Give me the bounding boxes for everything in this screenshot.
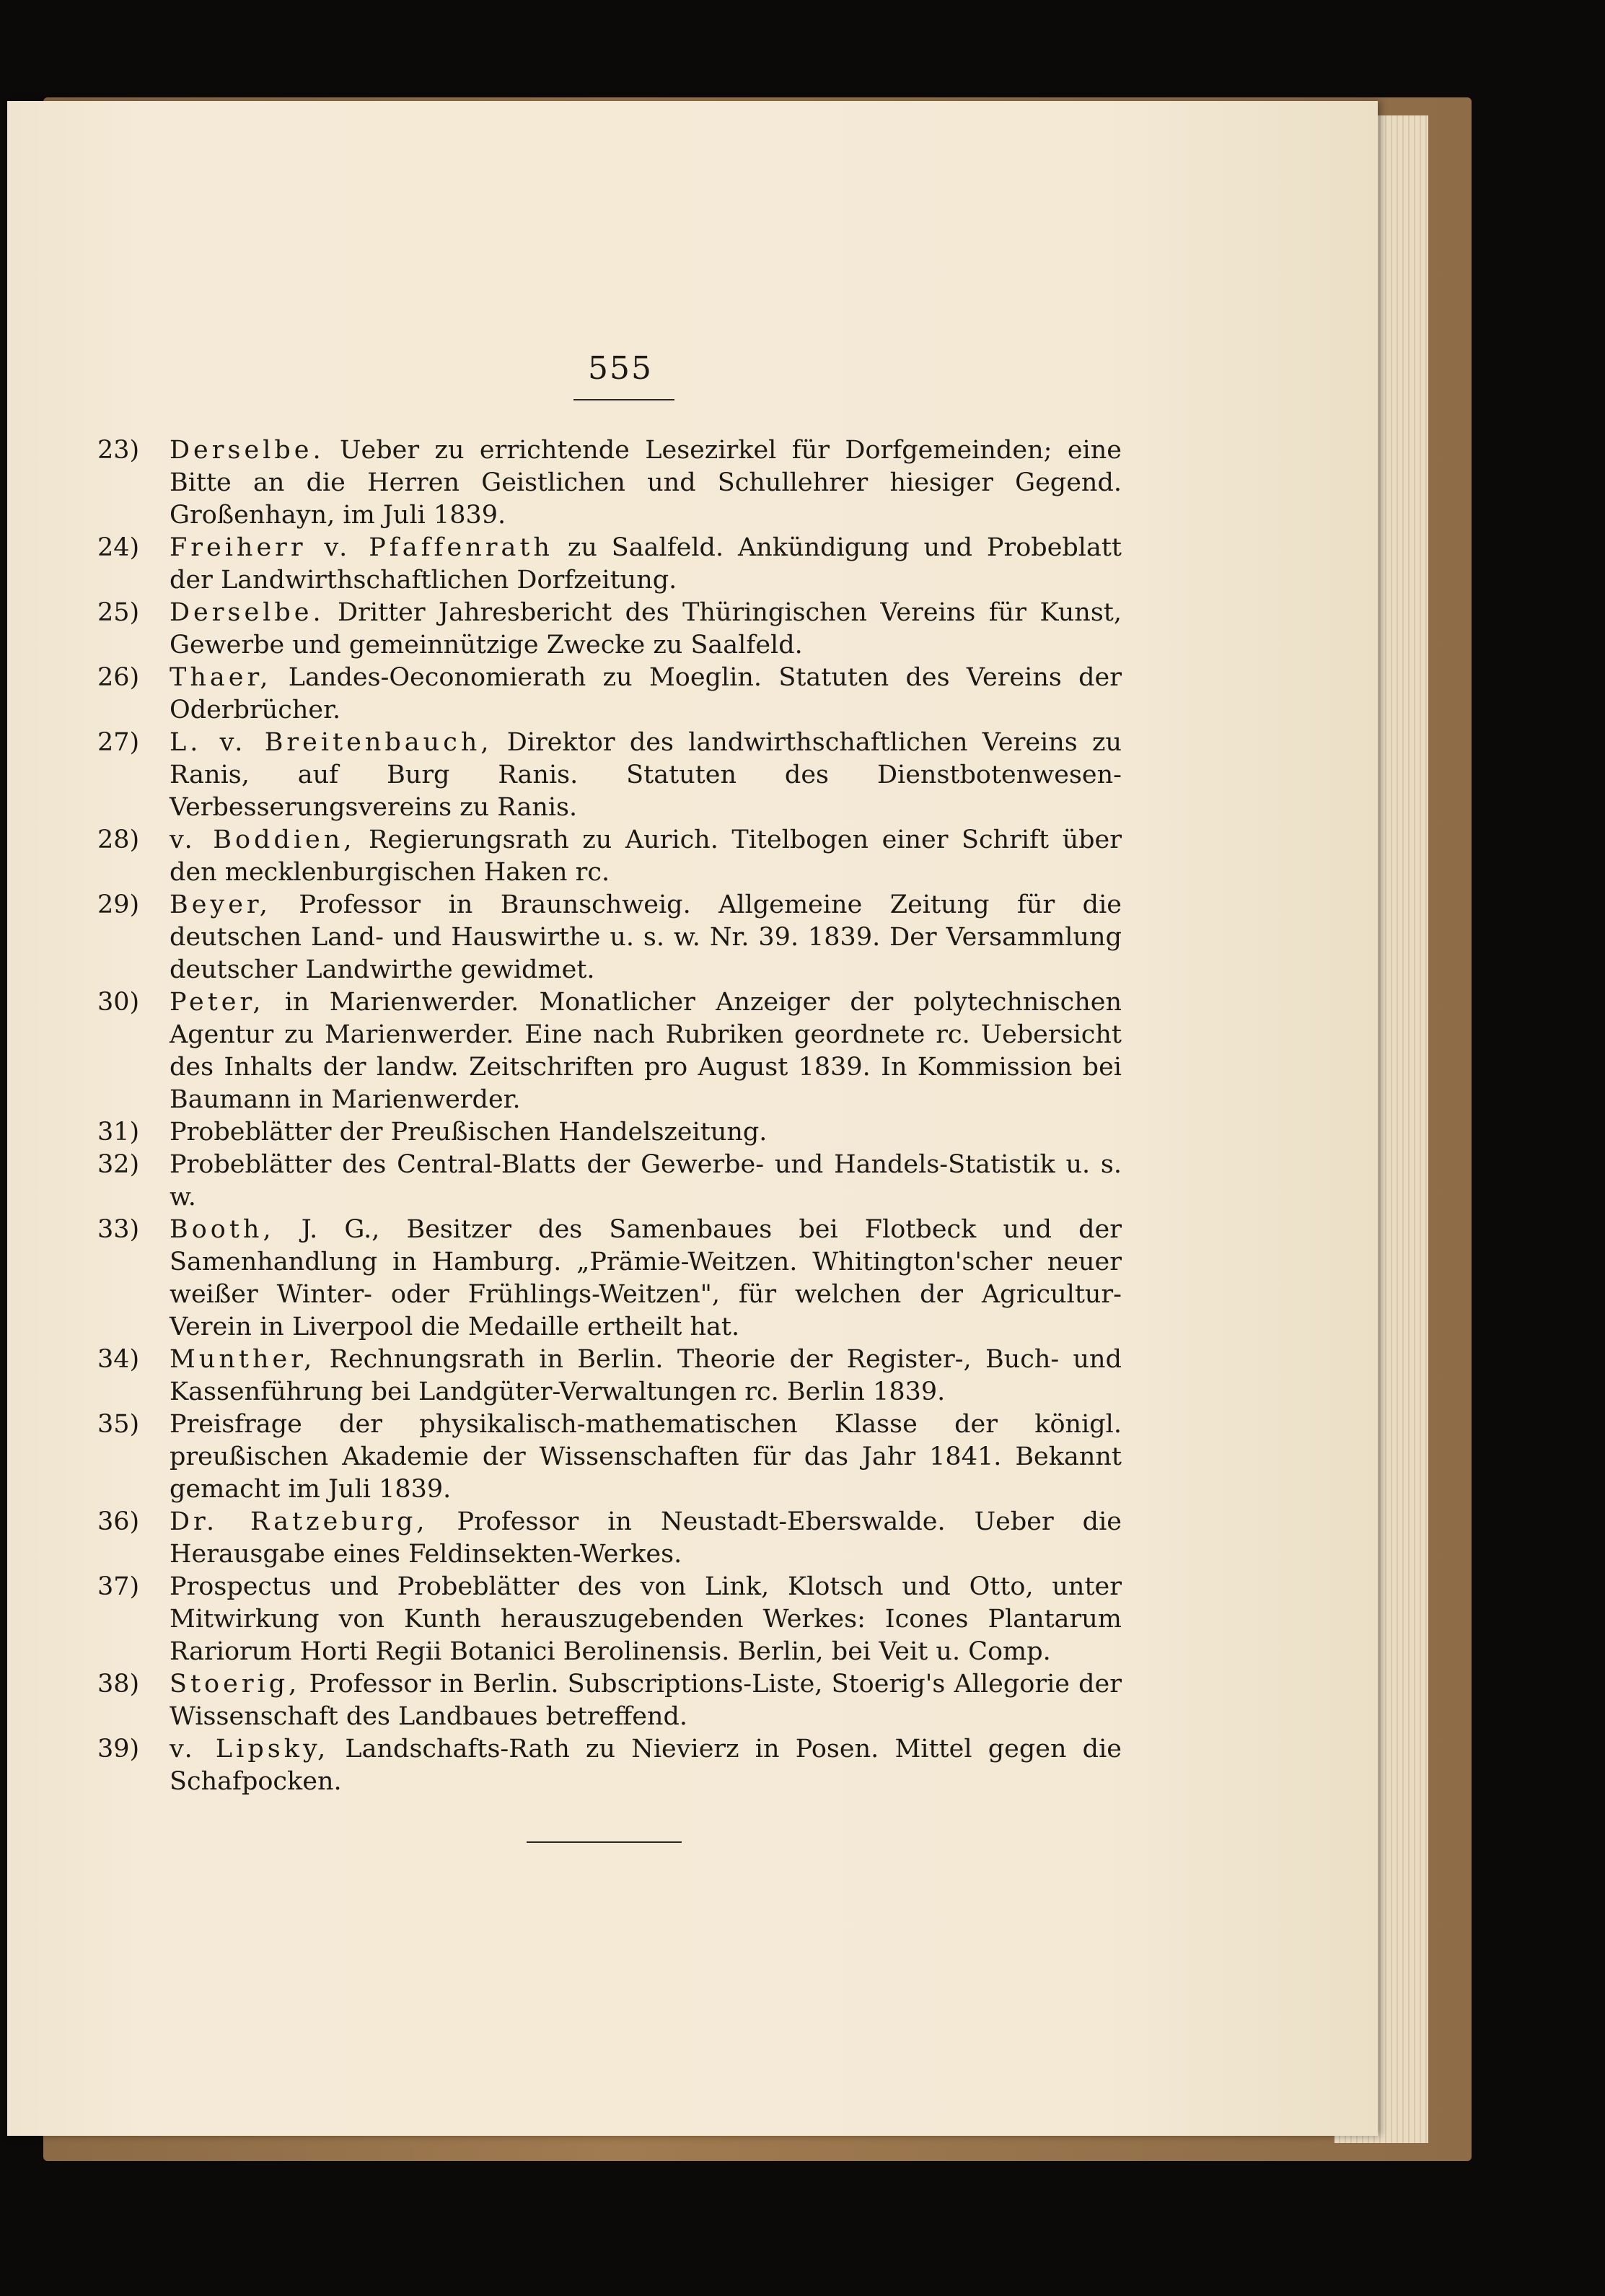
entry-number: 31) <box>97 1118 140 1147</box>
entry-text: Dritter Jahresbericht des Thüringischen Vereins für Kunst, Gewerbe und gemeinnützige Zwecke zu Saalfeld. <box>170 598 1122 660</box>
list-item <box>97 1116 1122 1149</box>
list-item <box>97 1408 1122 1506</box>
list-item <box>97 1571 1122 1668</box>
entry-text: Probeblätter des Central-Blatts der Gewerbe- und Handels-Statistik u. s. w. <box>170 1150 1122 1211</box>
entry-author: Munther, <box>170 1345 316 1374</box>
entry-text: Ueber zu errichtende Lesezirkel für Dorfgemeinden; eine Bitte an die Herren Geistlichen und Schullehrer hiesiger Gegend. Großenhayn, im Juli 1839. <box>170 436 1122 530</box>
entry-number: 32) <box>97 1150 140 1179</box>
entry-text: Professor in Neustadt-Eberswalde. Ueber die Herausgabe eines Feldinsekten-Werkes. <box>170 1507 1122 1569</box>
list-item <box>97 1733 1122 1798</box>
list-item <box>97 597 1122 662</box>
entry-text: Landschafts-Rath zu Nievierz in Posen. Mittel gegen die Schafpocken. <box>170 1735 1122 1796</box>
entry-author: L. v. Breitenbauch, <box>170 728 493 757</box>
list-item <box>97 1506 1122 1571</box>
entry-text: Professor in Berlin. Subscriptions-Liste, Stoerig's Allegorie der Wissenschaft des Landbaues betreffend. <box>170 1670 1122 1731</box>
entry-author: Derselbe. <box>170 436 325 465</box>
entry-number: 30) <box>97 988 140 1017</box>
entry-number: 23) <box>97 436 140 465</box>
entry-number: 39) <box>97 1735 140 1763</box>
entry-number: 25) <box>97 598 140 627</box>
entry-number: 34) <box>97 1345 140 1374</box>
entry-text: Direktor des landwirthschaftlichen Vereins zu Ranis, auf Burg Ranis. Statuten des Dienstbotenwesen-Verbesserungsvereins zu Ranis. <box>170 728 1122 822</box>
list-item <box>97 434 1122 532</box>
entry-author: Booth, <box>170 1215 275 1244</box>
entry-author: Peter, <box>170 988 265 1017</box>
entry-text: Probeblätter der Preußischen Handelszeitung. <box>170 1118 768 1147</box>
list-item <box>97 1214 1122 1344</box>
entry-number: 26) <box>97 663 140 692</box>
entry-text: Regierungsrath zu Aurich. Titelbogen einer Schrift über den mecklenburgischen Haken rc. <box>170 825 1122 887</box>
entry-author: Dr. Ratzeburg, <box>170 1507 428 1536</box>
entry-list <box>97 434 1122 1798</box>
list-item <box>97 532 1122 597</box>
entry-author: Freiherr v. Pfaffenrath <box>170 533 553 562</box>
entry-number: 29) <box>97 890 140 919</box>
list-item <box>97 662 1122 727</box>
entry-author: Beyer, <box>170 890 271 919</box>
entry-author: Derselbe. <box>170 598 325 627</box>
list-item <box>97 727 1122 824</box>
entry-text: zu Saalfeld. Ankündigung und Probeblatt der Landwirthschaftlichen Dorfzeitung. <box>170 533 1122 595</box>
entry-number: 24) <box>97 533 140 562</box>
entry-text: in Marienwerder. Monatlicher Anzeiger der polytechnischen Agentur zu Marienwerder. Eine nach Rubriken geordnete rc. Uebersicht des Inhalts der landw. Zeitschriften pro August 1839. In Kommission bei Baumann in Marienwerder. <box>170 988 1122 1114</box>
list-item <box>97 986 1122 1116</box>
entry-text: Rechnungsrath in Berlin. Theorie der Register-, Buch- und Kassenführung bei Landgüter-Verwaltungen rc. Berlin 1839. <box>170 1345 1122 1406</box>
closing-rule <box>527 1841 682 1843</box>
list-item <box>97 889 1122 986</box>
list-item <box>97 1344 1122 1408</box>
list-item <box>97 1149 1122 1214</box>
entry-text: Preisfrage der physikalisch-mathematischen Klasse der königl. preußischen Akademie der Wissenschaften für das Jahr 1841. Bekannt gemacht im Juli 1839. <box>170 1410 1122 1504</box>
entry-number: 28) <box>97 825 140 854</box>
entry-text: J. G., Besitzer des Samenbaues bei Flotbeck und der Samenhandlung in Hamburg. „Prämie-Weitzen. Whitington'scher neuer weißer Winter- oder Frühlings-Weitzen", für welchen der Agricultur-Verein in Liverpool die Medaille ertheilt hat. <box>170 1215 1122 1341</box>
entry-text: Prospectus und Probeblätter des von Link, Klotsch und Otto, unter Mitwirkung von Kunth herauszugebenden Werkes: Icones Plantarum Rariorum Horti Regii Botanici Berolinensis. Berlin, bei Veit u. Comp. <box>170 1572 1122 1666</box>
page-number: 555 <box>588 350 653 387</box>
entry-number: 27) <box>97 728 140 757</box>
entry-author: Stoerig, <box>170 1670 301 1699</box>
entry-author: v. Lipsky, <box>170 1735 330 1763</box>
list-item <box>97 824 1122 889</box>
entry-number: 33) <box>97 1215 140 1244</box>
entry-text: Professor in Braunschweig. Allgemeine Zeitung für die deutschen Land- und Hauswirthe u. s. w. Nr. 39. 1839. Der Versammlung deutscher Landwirthe gewidmet. <box>170 890 1122 984</box>
entry-number: 35) <box>97 1410 140 1439</box>
page-number-rule <box>573 399 674 400</box>
entry-author: Thaer, <box>170 663 272 692</box>
book-page <box>7 101 1378 2136</box>
entry-number: 36) <box>97 1507 140 1536</box>
entry-number: 37) <box>97 1572 140 1601</box>
entry-author: v. Boddien, <box>170 825 356 854</box>
entry-number: 38) <box>97 1670 140 1699</box>
entry-text: Landes-Oeconomierath zu Moeglin. Statuten des Vereins der Oderbrücher. <box>170 663 1122 724</box>
list-item <box>97 1668 1122 1733</box>
